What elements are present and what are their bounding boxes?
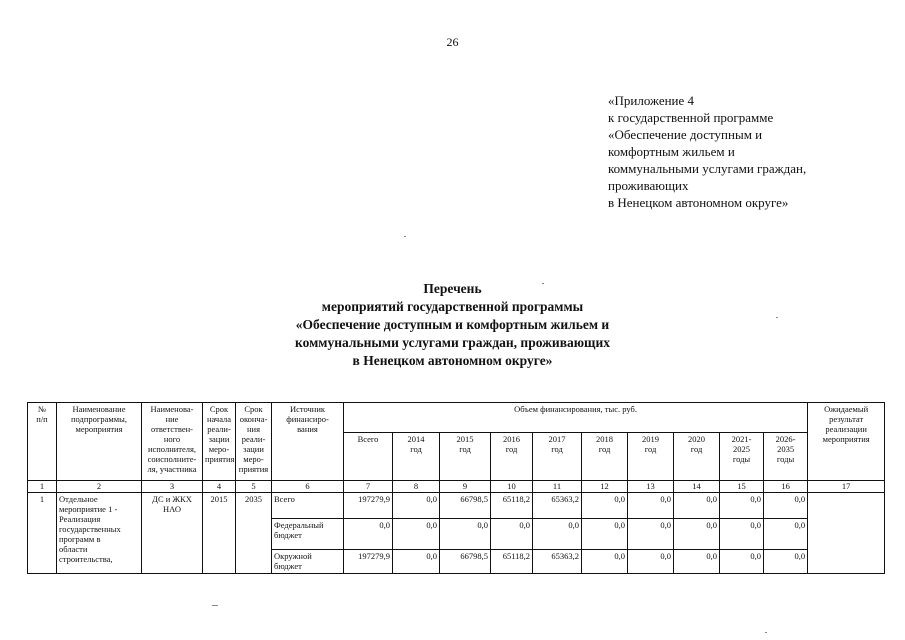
- column-index: 16: [764, 481, 808, 493]
- amount-cell: 66798,5: [440, 493, 491, 519]
- scan-speck: [765, 632, 767, 633]
- column-index: 2: [57, 481, 142, 493]
- activity-num: 1: [28, 493, 57, 574]
- page-number: 26: [446, 35, 459, 49]
- amount-cell: 0,0: [720, 550, 764, 574]
- activity-start: 2015: [203, 493, 236, 574]
- amount-cell: 0,0: [582, 493, 628, 519]
- amount-cell: 0,0: [393, 493, 440, 519]
- amount-cell: 65118,2: [491, 493, 533, 519]
- amount-cell: 0,0: [674, 550, 720, 574]
- header-year: 2020 год: [674, 433, 720, 481]
- column-index: 6: [272, 481, 344, 493]
- column-index: 5: [236, 481, 272, 493]
- funding-source: Федеральный бюджет: [272, 519, 344, 550]
- header-total: Всего: [344, 433, 393, 481]
- title-line: «Обеспечение доступным и комфортным жильем и: [295, 317, 610, 332]
- header-start: Срок начала реали- зации меро- приятия: [203, 403, 236, 481]
- header-num: № п/п: [28, 403, 57, 481]
- amount-cell: 0,0: [582, 519, 628, 550]
- amount-cell: 0,0: [533, 519, 582, 550]
- financing-table: [27, 402, 885, 574]
- amount-cell: 0,0: [720, 519, 764, 550]
- column-index: 9: [440, 481, 491, 493]
- amount-cell: 197279,9: [344, 550, 393, 574]
- header-year: 2026- 2035 годы: [764, 433, 808, 481]
- activity-name: Отдельное мероприятие 1 - Реализация государственных программ в области строительства,: [57, 493, 142, 574]
- column-index: 4: [203, 481, 236, 493]
- funding-source: Всего: [272, 493, 344, 519]
- title-line: коммунальными услугами граждан, проживающих: [295, 335, 610, 350]
- title-line: в Ненецком автономном округе»: [352, 353, 553, 368]
- amount-cell: 0,0: [393, 519, 440, 550]
- column-index: 14: [674, 481, 720, 493]
- column-index: 17: [808, 481, 885, 493]
- column-index: 3: [142, 481, 203, 493]
- column-index: 15: [720, 481, 764, 493]
- column-index: 10: [491, 481, 533, 493]
- appendix-line: «Приложение 4: [608, 93, 695, 108]
- amount-cell: 66798,5: [440, 550, 491, 574]
- amount-cell: 65363,2: [533, 493, 582, 519]
- document-title: [0, 280, 905, 370]
- column-index: 1: [28, 481, 57, 493]
- header-source: Источник финансиро- вания: [272, 403, 344, 481]
- amount-cell: 0,0: [344, 519, 393, 550]
- column-index: 11: [533, 481, 582, 493]
- amount-cell: 0,0: [628, 550, 674, 574]
- activity-executor: ДС и ЖКХ НАО: [142, 493, 203, 574]
- header-year: 2021- 2025 годы: [720, 433, 764, 481]
- amount-cell: 0,0: [764, 519, 808, 550]
- title-line: Перечень: [423, 281, 482, 296]
- column-index: 7: [344, 481, 393, 493]
- column-index: 13: [628, 481, 674, 493]
- header-result: Ожидаемый результат реализации мероприятия: [808, 403, 885, 481]
- appendix-line: «Обеспечение доступным и: [608, 127, 763, 142]
- scan-speck: [542, 283, 544, 284]
- appendix-line: в Ненецком автономном округе»: [608, 195, 789, 210]
- title-line: мероприятий государственной программы: [321, 299, 584, 314]
- appendix-line: комфортным жильем и: [608, 144, 735, 159]
- header-year: 2016 год: [491, 433, 533, 481]
- column-index: 12: [582, 481, 628, 493]
- amount-cell: 65363,2: [533, 550, 582, 574]
- appendix-note: [608, 92, 806, 211]
- activity-end: 2035: [236, 493, 272, 574]
- amount-cell: 0,0: [582, 550, 628, 574]
- amount-cell: 0,0: [674, 493, 720, 519]
- header-year: 2014 год: [393, 433, 440, 481]
- funding-source: Окружной бюджет: [272, 550, 344, 574]
- header-volume: Объем финансирования, тыс. руб.: [344, 403, 808, 433]
- header-year: 2015 год: [440, 433, 491, 481]
- scan-speck: [212, 605, 218, 606]
- header-row: [28, 403, 885, 433]
- table-row: [28, 493, 885, 519]
- column-index: 8: [393, 481, 440, 493]
- header-year: 2018 год: [582, 433, 628, 481]
- header-year: 2017 год: [533, 433, 582, 481]
- amount-cell: 0,0: [764, 493, 808, 519]
- amount-cell: 65118,2: [491, 550, 533, 574]
- amount-cell: 0,0: [674, 519, 720, 550]
- scan-speck: [404, 236, 406, 237]
- column-index-row: [28, 481, 885, 493]
- amount-cell: 0,0: [764, 550, 808, 574]
- amount-cell: 0,0: [628, 519, 674, 550]
- appendix-line: к государственной программе: [608, 110, 774, 125]
- amount-cell: 0,0: [440, 519, 491, 550]
- activity-result: [808, 493, 885, 574]
- header-name: Наименование подпрограммы, мероприятия: [57, 403, 142, 481]
- scan-speck: [776, 317, 778, 318]
- amount-cell: 197279,9: [344, 493, 393, 519]
- appendix-line: проживающих: [608, 178, 689, 193]
- amount-cell: 0,0: [491, 519, 533, 550]
- header-end: Срок оконча- ния реали- зации меро- приятия: [236, 403, 272, 481]
- header-year: 2019 год: [628, 433, 674, 481]
- appendix-line: коммунальными услугами граждан,: [608, 161, 807, 176]
- amount-cell: 0,0: [393, 550, 440, 574]
- header-executor: Наименова- ние ответствен- ного исполнителя, соисполните- ля, участника: [142, 403, 203, 481]
- amount-cell: 0,0: [628, 493, 674, 519]
- amount-cell: 0,0: [720, 493, 764, 519]
